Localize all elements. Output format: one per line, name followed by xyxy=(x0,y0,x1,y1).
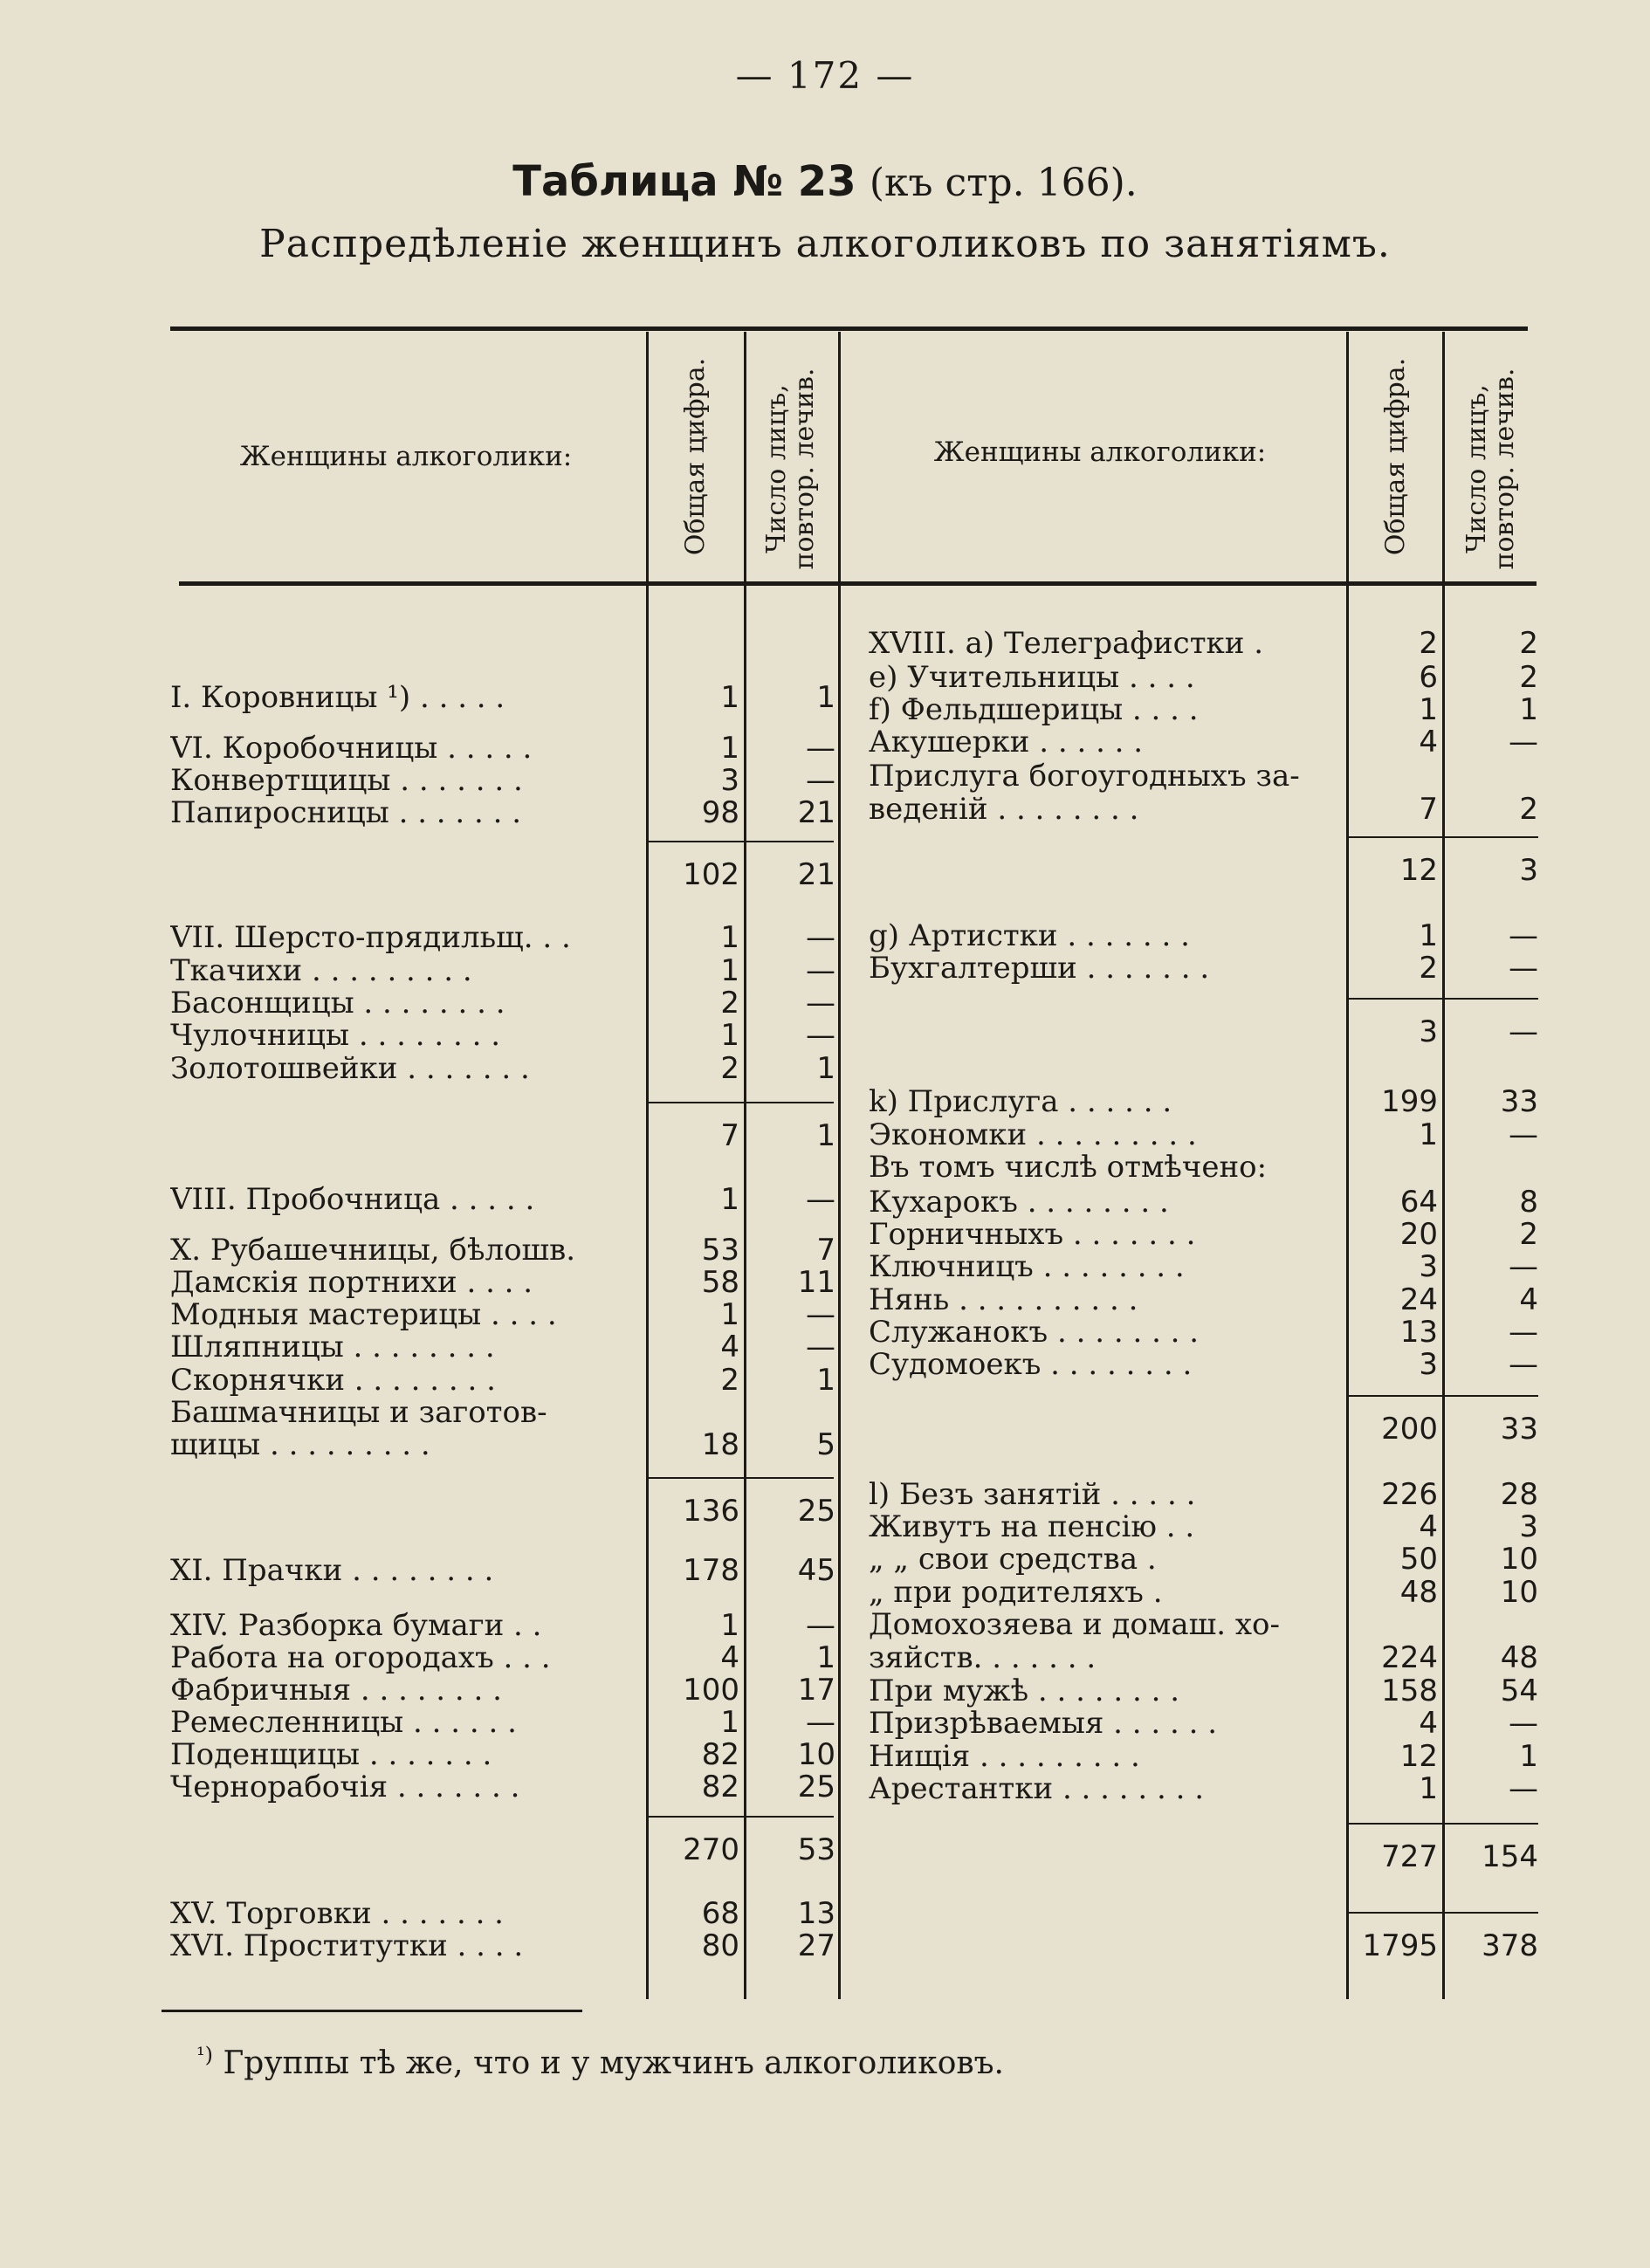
right-row-total: 20 xyxy=(1399,1217,1438,1252)
left-row-label: XV. Торговки . . . . . . . xyxy=(170,1897,504,1930)
left-row-total: 136 xyxy=(683,1494,739,1529)
right-row-total: 1 xyxy=(1419,1117,1438,1152)
left-row-total: 68 xyxy=(701,1896,739,1931)
left-row-label: Чернорабочія . . . . . . . xyxy=(170,1770,520,1804)
left-row-label: Фабричныя . . . . . . . . xyxy=(170,1674,502,1707)
right-row-repeat: 4 xyxy=(1519,1282,1538,1317)
right-row-repeat: 154 xyxy=(1482,1839,1538,1874)
right-row-label: Живутъ на пенсію . . xyxy=(869,1510,1195,1543)
right-row-label: k) Прислуга . . . . . . xyxy=(869,1085,1172,1118)
left-row-total: 80 xyxy=(701,1928,739,1963)
table-title xyxy=(0,157,1650,206)
left-row-total: 2 xyxy=(720,1051,739,1086)
right-row-repeat: 378 xyxy=(1482,1928,1538,1963)
right-row-label: Экономки . . . . . . . . . xyxy=(869,1118,1197,1151)
left-row-total: 53 xyxy=(701,1233,739,1268)
left-row-label: Конвертщицы . . . . . . . xyxy=(170,764,523,797)
right-total-header: Общая цифра. xyxy=(1380,357,1411,556)
right-row-label: веденій . . . . . . . . xyxy=(869,793,1139,826)
left-repeat-header xyxy=(763,355,819,582)
left-row-label: щицы . . . . . . . . . xyxy=(170,1428,430,1461)
right-row-label: Судомоекъ . . . . . . . . xyxy=(869,1348,1193,1381)
footnote-rule xyxy=(162,2010,582,2012)
left-row-label: XVI. Проститутки . . . . xyxy=(170,1929,524,1962)
left-row-total: 1 xyxy=(720,953,739,988)
left-row-repeat: 17 xyxy=(797,1673,835,1708)
left-row-label: Чулочницы . . . . . . . . xyxy=(170,1019,501,1052)
footnote-text: Группы тѣ же, что и у мужчинъ алкоголиковъ. xyxy=(223,2045,1004,2081)
left-repeat-divider xyxy=(744,332,746,1999)
left-row-total: 1 xyxy=(720,1018,739,1053)
left-row-repeat: 1 xyxy=(816,1118,835,1153)
right-row-total: 2 xyxy=(1419,626,1438,661)
left-name-header: Женщины алкоголики: xyxy=(239,441,573,472)
left-row-label: Басонщицы . . . . . . . . xyxy=(170,986,505,1020)
right-total-divider xyxy=(1346,332,1349,1999)
left-subtotal-rule xyxy=(646,1102,834,1103)
right-row-label: „ „ свои средства . xyxy=(869,1543,1157,1576)
left-row-total: 102 xyxy=(683,857,739,892)
right-row-total: 727 xyxy=(1381,1839,1438,1874)
left-row-total: 2 xyxy=(720,1363,739,1398)
right-row-label: f) Фельдшерицы . . . . xyxy=(869,693,1199,726)
right-row-repeat: 28 xyxy=(1500,1477,1538,1512)
right-row-repeat: 10 xyxy=(1500,1575,1538,1610)
right-row-label: Бухгалтерши . . . . . . . xyxy=(869,952,1210,985)
right-row-repeat: 2 xyxy=(1519,792,1538,827)
right-row-repeat: 54 xyxy=(1500,1674,1538,1708)
right-repeat-divider xyxy=(1442,332,1445,1999)
right-row-total: 226 xyxy=(1381,1477,1438,1512)
right-row-label: Нянь . . . . . . . . . . xyxy=(869,1283,1138,1316)
table-subtitle: Распредѣленіе женщинъ алкоголиковъ по занятіямъ. xyxy=(259,222,1391,266)
left-row-repeat: — xyxy=(806,1297,835,1332)
left-row-repeat: 1 xyxy=(816,1640,835,1675)
right-row-total: 4 xyxy=(1419,725,1438,759)
right-row-total: 199 xyxy=(1381,1084,1438,1119)
left-row-repeat: 5 xyxy=(816,1427,835,1462)
right-row-label: Прислуга богоугодныхъ за- xyxy=(869,759,1300,793)
right-row-total: 224 xyxy=(1381,1640,1438,1675)
left-subtotal-rule xyxy=(646,841,834,842)
right-row-label: Призрѣваемыя . . . . . . xyxy=(869,1707,1218,1740)
left-row-repeat: 21 xyxy=(797,857,835,892)
right-row-repeat: 1 xyxy=(1519,1739,1538,1774)
right-row-label: e) Учительницы . . . . xyxy=(869,661,1195,694)
right-repeat-header-text: Число лицъ, повтор. лечив. xyxy=(1461,368,1520,570)
right-row-repeat: 3 xyxy=(1519,853,1538,888)
right-row-total: 12 xyxy=(1399,1739,1438,1774)
left-row-label: Модныя мастерицы . . . . xyxy=(170,1298,557,1331)
right-row-repeat: 2 xyxy=(1519,626,1538,661)
footnote xyxy=(196,2043,1004,2081)
right-row-label: l) Безъ занятій . . . . . xyxy=(869,1478,1196,1511)
left-row-repeat: — xyxy=(806,763,835,798)
left-subtotal-rule xyxy=(646,1477,834,1479)
left-row-label: VI. Коробочницы . . . . . xyxy=(170,732,533,765)
left-row-total: 3 xyxy=(720,763,739,798)
left-row-label: XIV. Разборка бумаги . . xyxy=(170,1609,542,1642)
left-row-total: 82 xyxy=(701,1737,739,1772)
right-row-label: Горничныхъ . . . . . . . xyxy=(869,1218,1196,1251)
left-row-total: 178 xyxy=(683,1553,739,1588)
right-row-total: 4 xyxy=(1419,1509,1438,1544)
left-row-label: Дамскія портнихи . . . . xyxy=(170,1266,533,1299)
left-row-repeat: 1 xyxy=(816,1363,835,1398)
left-row-total: 100 xyxy=(683,1673,739,1708)
right-row-label: Въ томъ числѣ отмѣчено: xyxy=(869,1151,1268,1184)
right-row-repeat: — xyxy=(1509,725,1538,759)
right-row-total: 200 xyxy=(1381,1412,1438,1447)
left-row-total: 1 xyxy=(720,680,739,715)
left-row-label: Ремесленницы . . . . . . xyxy=(170,1706,517,1739)
left-row-label: Работа на огородахъ . . . xyxy=(170,1641,551,1674)
left-row-label: X. Рубашечницы, бѣлошв. xyxy=(170,1234,576,1267)
right-row-label: Нищія . . . . . . . . . xyxy=(869,1740,1140,1773)
left-row-total: 98 xyxy=(701,795,739,830)
left-row-total: 1 xyxy=(720,1297,739,1332)
left-row-total: 1 xyxy=(720,1608,739,1643)
left-row-repeat: 1 xyxy=(816,680,835,715)
left-row-repeat: 25 xyxy=(797,1770,835,1804)
right-row-repeat: — xyxy=(1509,918,1538,953)
left-row-total: 7 xyxy=(720,1118,739,1153)
right-row-total: 12 xyxy=(1399,853,1438,888)
table-top-rule xyxy=(170,326,1528,331)
left-row-total: 4 xyxy=(720,1330,739,1364)
right-row-repeat: 2 xyxy=(1519,660,1538,695)
right-row-total: 7 xyxy=(1419,792,1438,827)
left-row-total: 18 xyxy=(701,1427,739,1462)
right-row-repeat: — xyxy=(1509,951,1538,986)
footnote-mark: ¹) xyxy=(196,2043,213,2067)
right-name-header: Женщины алкоголики: xyxy=(933,436,1267,468)
right-subtotal-rule xyxy=(1346,1912,1538,1914)
left-row-repeat: — xyxy=(806,1182,835,1217)
left-row-repeat: — xyxy=(806,1330,835,1364)
left-row-repeat: — xyxy=(806,986,835,1021)
right-row-repeat: 33 xyxy=(1500,1084,1538,1119)
left-row-repeat: 1 xyxy=(816,1051,835,1086)
left-total-header: Общая цифра. xyxy=(680,357,711,556)
left-row-repeat: — xyxy=(806,920,835,955)
right-row-label: g) Артистки . . . . . . . xyxy=(869,919,1190,952)
right-row-total: 1 xyxy=(1419,1771,1438,1806)
left-row-repeat: 11 xyxy=(797,1265,835,1300)
right-subtotal-rule xyxy=(1346,1395,1538,1397)
right-row-repeat: 1 xyxy=(1519,692,1538,727)
right-row-repeat: — xyxy=(1509,1249,1538,1284)
right-repeat-header xyxy=(1463,355,1519,582)
right-row-total: 3 xyxy=(1419,1014,1438,1049)
left-row-label: Шляпницы . . . . . . . . xyxy=(170,1330,495,1364)
right-row-total: 1 xyxy=(1419,918,1438,953)
left-row-repeat: — xyxy=(806,953,835,988)
right-row-total: 1795 xyxy=(1362,1928,1438,1963)
left-row-total: 2 xyxy=(720,986,739,1021)
left-row-repeat: 10 xyxy=(797,1737,835,1772)
right-row-repeat: 48 xyxy=(1500,1640,1538,1675)
right-row-total: 64 xyxy=(1399,1185,1438,1220)
right-row-total: 1 xyxy=(1419,692,1438,727)
left-subtotal-rule xyxy=(646,1816,834,1818)
right-row-repeat: 8 xyxy=(1519,1185,1538,1220)
left-row-total: 58 xyxy=(701,1265,739,1300)
right-row-total: 2 xyxy=(1419,951,1438,986)
left-row-repeat: 53 xyxy=(797,1832,835,1867)
left-row-label: Скорнячки . . . . . . . . xyxy=(170,1364,496,1397)
left-row-label: XI. Прачки . . . . . . . . xyxy=(170,1554,494,1587)
right-row-label: Домохозяева и домаш. хо- xyxy=(869,1608,1280,1641)
header-bottom-rule xyxy=(179,581,1537,586)
left-row-repeat: 13 xyxy=(797,1896,835,1931)
right-row-repeat: — xyxy=(1509,1117,1538,1152)
left-row-repeat: — xyxy=(806,1705,835,1740)
right-row-label: Акушерки . . . . . . xyxy=(869,725,1144,759)
title-main: Таблица № 23 xyxy=(512,157,856,206)
center-divider xyxy=(838,332,841,1999)
right-row-repeat: 2 xyxy=(1519,1217,1538,1252)
left-row-label: Золотошвейки . . . . . . . xyxy=(170,1052,530,1085)
left-row-repeat: 7 xyxy=(816,1233,835,1268)
right-row-total: 3 xyxy=(1419,1347,1438,1382)
right-row-repeat: — xyxy=(1509,1706,1538,1741)
left-row-total: 1 xyxy=(720,920,739,955)
right-row-repeat: 10 xyxy=(1500,1542,1538,1577)
left-row-repeat: — xyxy=(806,731,835,766)
left-row-label: Папиросницы . . . . . . . xyxy=(170,796,522,829)
right-row-label: зяйств. . . . . . . xyxy=(869,1641,1097,1674)
right-row-label: Служанокъ . . . . . . . . xyxy=(869,1316,1200,1349)
right-row-total: 3 xyxy=(1419,1249,1438,1284)
left-repeat-header-text: Число лицъ, повтор. лечив. xyxy=(761,368,820,570)
right-row-total: 48 xyxy=(1399,1575,1438,1610)
right-row-total: 50 xyxy=(1399,1542,1438,1577)
right-row-repeat: 33 xyxy=(1500,1412,1538,1447)
left-row-repeat: — xyxy=(806,1018,835,1053)
right-row-repeat: — xyxy=(1509,1771,1538,1806)
right-row-total: 13 xyxy=(1399,1315,1438,1350)
left-row-label: I. Коровницы ¹) . . . . . xyxy=(170,681,505,714)
left-total-divider xyxy=(646,332,649,1999)
left-row-repeat: — xyxy=(806,1608,835,1643)
right-row-label: Ключницъ . . . . . . . . xyxy=(869,1250,1185,1283)
left-row-total: 1 xyxy=(720,731,739,766)
left-row-label: VII. Шерсто-прядильщ. . . xyxy=(170,921,571,954)
left-row-repeat: 45 xyxy=(797,1553,835,1588)
right-row-label: XVIII. a) Телеграфистки . xyxy=(869,627,1264,660)
left-row-repeat: 25 xyxy=(797,1494,835,1529)
right-subtotal-rule xyxy=(1346,836,1538,838)
left-row-total: 4 xyxy=(720,1640,739,1675)
right-row-total: 24 xyxy=(1399,1282,1438,1317)
right-row-label: „ при родителяхъ . xyxy=(869,1576,1163,1609)
right-row-repeat: — xyxy=(1509,1315,1538,1350)
left-row-label: Башмачницы и заготов- xyxy=(170,1396,547,1429)
right-subtotal-rule xyxy=(1346,1823,1538,1825)
right-row-repeat: 3 xyxy=(1519,1509,1538,1544)
left-row-label: Ткачихи . . . . . . . . . xyxy=(170,954,472,987)
right-row-total: 4 xyxy=(1419,1706,1438,1741)
right-subtotal-rule xyxy=(1346,998,1538,1000)
left-row-total: 82 xyxy=(701,1770,739,1804)
left-row-repeat: 27 xyxy=(797,1928,835,1963)
right-row-total: 158 xyxy=(1381,1674,1438,1708)
left-row-label: VIII. Пробочница . . . . . xyxy=(170,1183,535,1216)
right-row-repeat: — xyxy=(1509,1347,1538,1382)
right-row-label: При мужѣ . . . . . . . . xyxy=(869,1674,1180,1708)
left-row-total: 1 xyxy=(720,1705,739,1740)
right-row-label: Арестантки . . . . . . . . xyxy=(869,1772,1205,1805)
left-row-repeat: 21 xyxy=(797,795,835,830)
right-row-label: Кухарокъ . . . . . . . . xyxy=(869,1186,1169,1219)
left-row-total: 1 xyxy=(720,1182,739,1217)
title-reference: (къ стр. 166). xyxy=(869,161,1138,205)
page-number: — 172 — xyxy=(735,54,915,97)
left-row-total: 270 xyxy=(683,1832,739,1867)
left-row-label: Поденщицы . . . . . . . xyxy=(170,1738,492,1771)
right-row-repeat: — xyxy=(1509,1014,1538,1049)
right-row-total: 6 xyxy=(1419,660,1438,695)
